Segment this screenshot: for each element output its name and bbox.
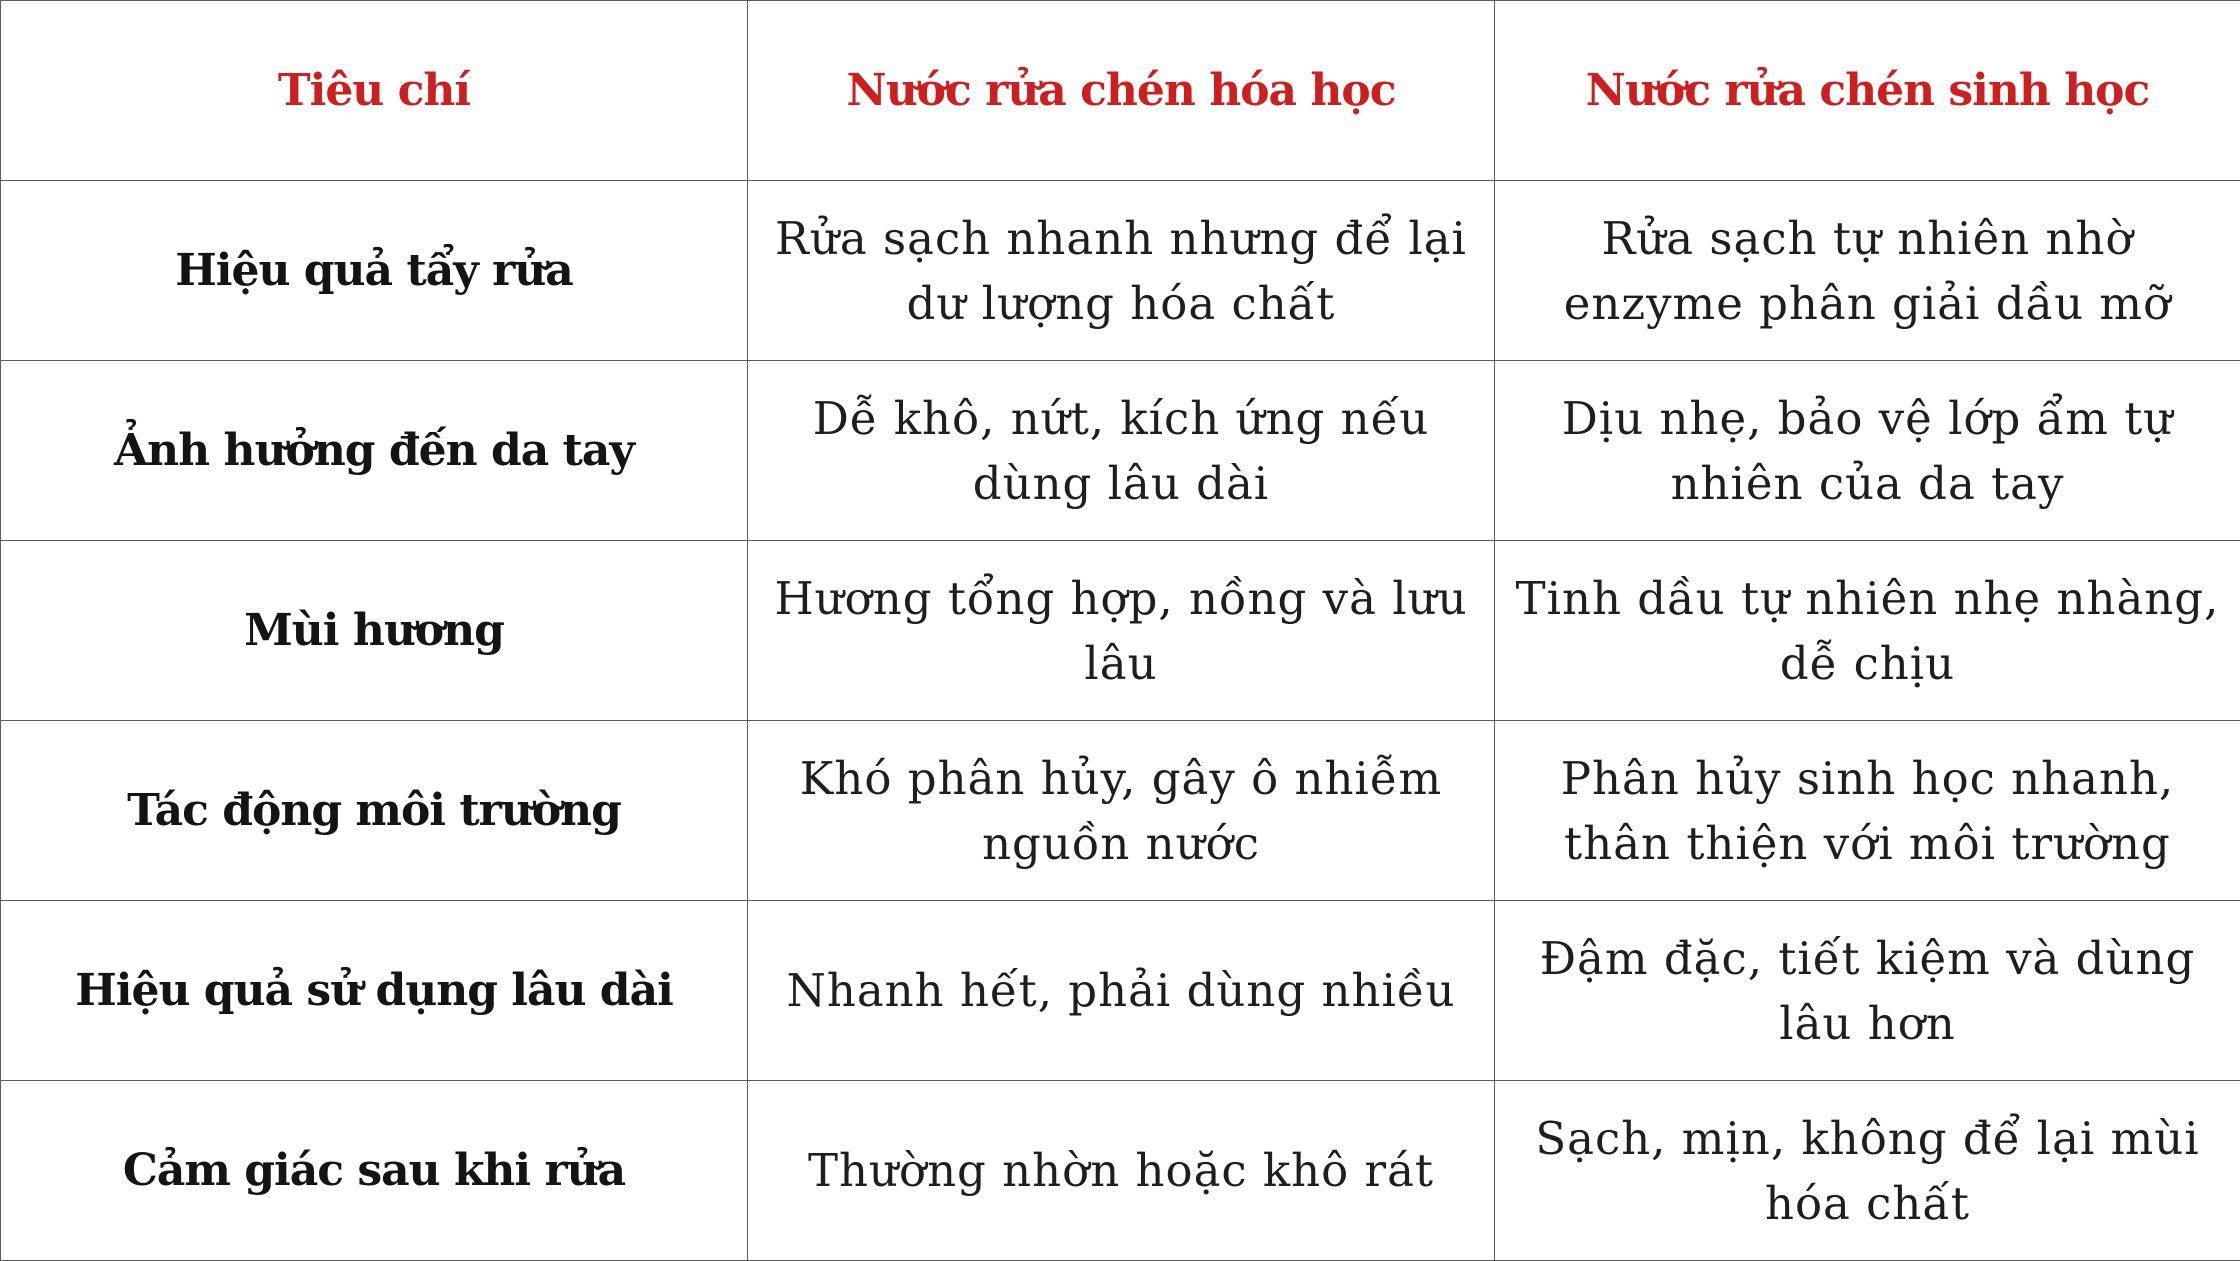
table-row [1,361,2240,541]
biological-cell: Phân hủy sinh học nhanh, thân thiện với môi trường [1495,721,2240,901]
biological-cell: Rửa sạch tự nhiên nhờ enzyme phân giải dầu mỡ [1495,181,2240,361]
biological-cell: Dịu nhẹ, bảo vệ lớp ẩm tự nhiên của da tay [1495,361,2240,541]
criterion-cell: Tác động môi trường [1,721,748,901]
chemical-cell: Hương tổng hợp, nồng và lưu lâu [748,541,1495,721]
chemical-cell: Rửa sạch nhanh nhưng để lại dư lượng hóa chất [748,181,1495,361]
criterion-cell: Hiệu quả tẩy rửa [1,181,748,361]
chemical-cell: Khó phân hủy, gây ô nhiễm nguồn nước [748,721,1495,901]
biological-cell: Đậm đặc, tiết kiệm và dùng lâu hơn [1495,901,2240,1081]
table-row [1,901,2240,1081]
biological-cell: Sạch, mịn, không để lại mùi hóa chất [1495,1081,2240,1261]
chemical-cell: Dễ khô, nứt, kích ứng nếu dùng lâu dài [748,361,1495,541]
criterion-cell: Mùi hương [1,541,748,721]
criterion-cell: Hiệu quả sử dụng lâu dài [1,901,748,1081]
chemical-cell: Nhanh hết, phải dùng nhiều [748,901,1495,1081]
header-criteria: Tiêu chí [1,1,748,181]
biological-cell: Tinh dầu tự nhiên nhẹ nhàng, dễ chịu [1495,541,2240,721]
table-row [1,541,2240,721]
table-row [1,721,2240,901]
criterion-cell: Cảm giác sau khi rửa [1,1081,748,1261]
table-row [1,181,2240,361]
header-chemical-dish-soap: Nước rửa chén hóa học [748,1,1495,181]
chemical-cell: Thường nhờn hoặc khô rát [748,1081,1495,1261]
table-row [1,1081,2240,1261]
header-biological-dish-soap: Nước rửa chén sinh học [1495,1,2240,181]
criterion-cell: Ảnh hưởng đến da tay [1,361,748,541]
table-header-row [1,1,2240,181]
